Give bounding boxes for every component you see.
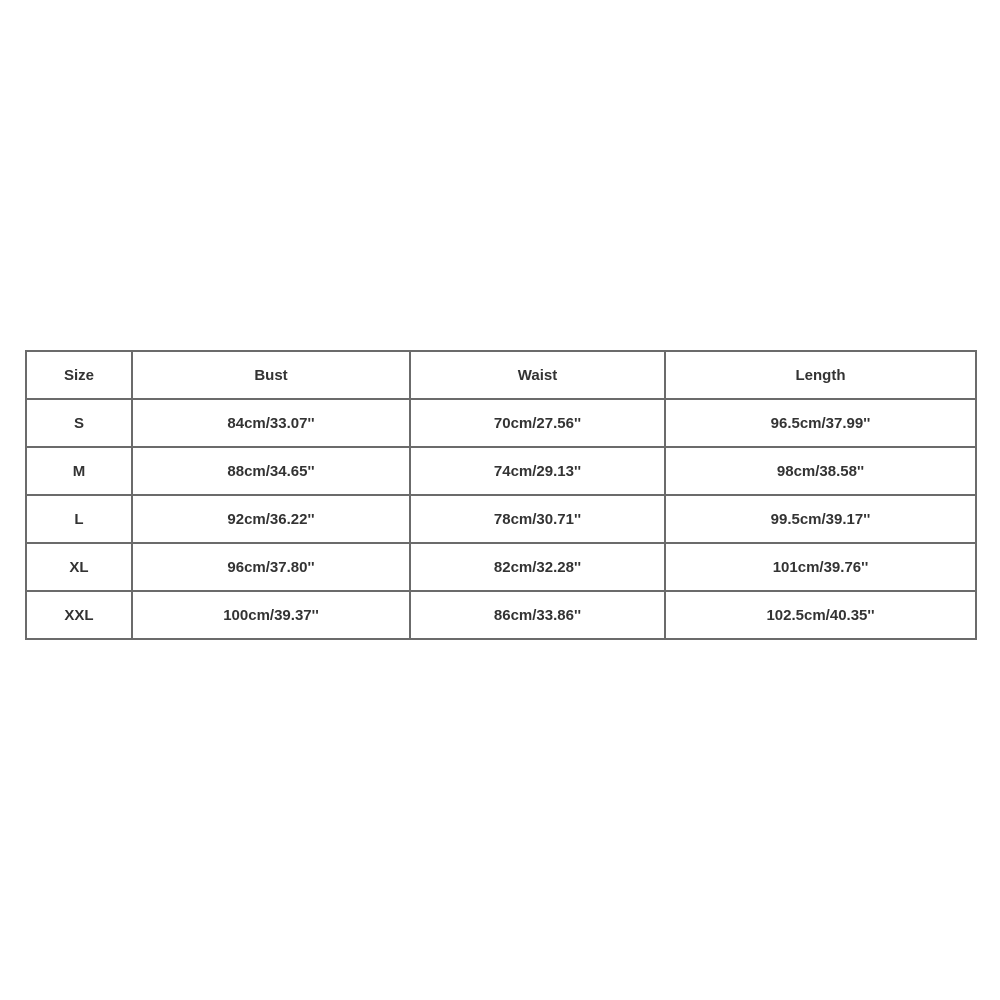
bust-cell: 88cm/34.65'' <box>132 447 410 495</box>
size-cell: S <box>26 399 132 447</box>
header-length: Length <box>665 351 976 399</box>
table-row <box>26 399 976 447</box>
size-chart-body <box>26 399 976 639</box>
length-cell: 99.5cm/39.17'' <box>665 495 976 543</box>
bust-cell: 84cm/33.07'' <box>132 399 410 447</box>
length-cell: 96.5cm/37.99'' <box>665 399 976 447</box>
size-cell: M <box>26 447 132 495</box>
size-chart-table <box>25 350 977 640</box>
table-row <box>26 591 976 639</box>
table-row <box>26 495 976 543</box>
bust-cell: 96cm/37.80'' <box>132 543 410 591</box>
size-cell: XXL <box>26 591 132 639</box>
waist-cell: 86cm/33.86'' <box>410 591 665 639</box>
table-row <box>26 543 976 591</box>
table-row <box>26 447 976 495</box>
bust-cell: 92cm/36.22'' <box>132 495 410 543</box>
header-bust: Bust <box>132 351 410 399</box>
size-cell: L <box>26 495 132 543</box>
waist-cell: 78cm/30.71'' <box>410 495 665 543</box>
bust-cell: 100cm/39.37'' <box>132 591 410 639</box>
waist-cell: 74cm/29.13'' <box>410 447 665 495</box>
length-cell: 102.5cm/40.35'' <box>665 591 976 639</box>
size-chart-header <box>26 351 976 399</box>
waist-cell: 82cm/32.28'' <box>410 543 665 591</box>
waist-cell: 70cm/27.56'' <box>410 399 665 447</box>
length-cell: 98cm/38.58'' <box>665 447 976 495</box>
header-size: Size <box>26 351 132 399</box>
length-cell: 101cm/39.76'' <box>665 543 976 591</box>
header-row <box>26 351 976 399</box>
header-waist: Waist <box>410 351 665 399</box>
size-cell: XL <box>26 543 132 591</box>
